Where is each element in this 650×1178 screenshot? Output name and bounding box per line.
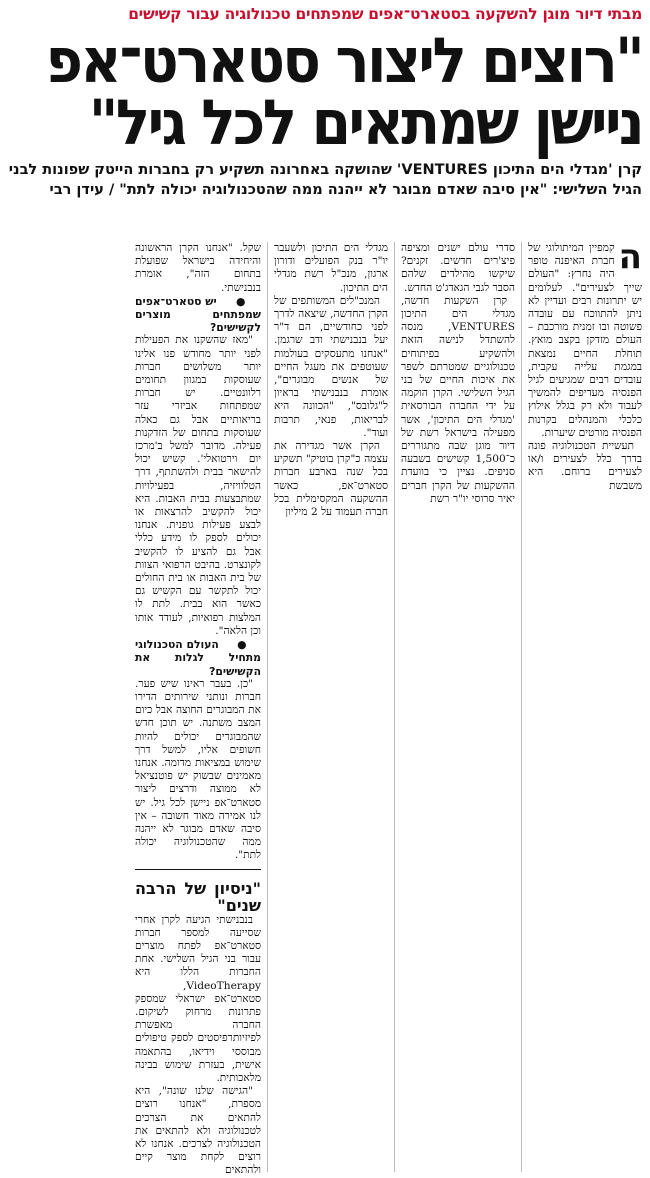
paragraph: "כן. בעבר ראינו שיש פער. חברות ונותני שירותים הדירו את המבוגרים החוצה אבל כיום המצב משתנה. יש תוכן חדש שהמבוגרים יכולים להיות חשופים אליו, למשל דרך שימוש במציאות מדומה. אנחנו מאמינים שבשוק יש פוטנציאל לא ממוצה ודרצים ליצור סטארט־אפ ניישן לכל גיל. יש לנו אמירה מאוד חשובה – אין סיבה שאדם מבוגר לא ייהנה ממה שהטכנולוגיה יכולה לתת".	[135, 677, 261, 862]
paragraph: תעשיית הטכנולוגיה פונה בדרך כלל לצעירים ו/או לצעירים ברוחם. היא משבשת	[528, 440, 642, 492]
subheading: "ניסיון של הרבה שנים"	[135, 878, 261, 915]
article-columns	[8, 237, 642, 1177]
paragraph: "הגישה שלנו שונה", היא מספרת, "אנחנו רוצים להתאים את הצרכים לטכנולוגיה ולא להתאים את הטכנולוגיה לצרכים. אנחנו לא רוצים לקחת מוצר קיים ולהתאים	[135, 1085, 261, 1177]
headline-line-1: "רוצים ליצור סטארט־אפ	[45, 24, 642, 97]
headline-line-2: ניישן שמתאים לכל גיל"	[88, 86, 643, 159]
article-page	[0, 4, 650, 1177]
headline	[45, 24, 643, 159]
column-divider	[394, 242, 395, 1172]
subhead	[8, 160, 642, 200]
question-heading: ● העולם הטכנולוגי מתחיל לגלות את הקשישים?	[135, 638, 261, 678]
column-4	[135, 242, 261, 1178]
paragraph: "מאז שהשקנו את הפעילות לפני יותר מחודש פנו אלינו יותר משלושים חברות שעוסקות במגוון תחומים רלוונטיים. יש חברות שמפתחות אביזרי עזר בריאותיים אבל גם כאלה שעוסקות בתחום של הזדקנות פעילה. מדובר למשל ב'מרכז יום וירטואלי'. קשיש יכול להישאר בבית ולהשתתף, דרך הטלוויזיה, בפעילויות שמתבצעות בבית האבות. היא יכול להקשיב להרצאות או לבצע פעילות גופנית. אנחנו יכולים לספק לו מידע כללי אבל גם להציע לו להקשיב לקונצרט. בהיבט הרפואי הצוות של בית האבות או בית החולים יכול לתקשר עם הקשיש גם כאשר הוא בבית. לתת לו המלצות רפואיות, לעודד אותו וכן הלאה".	[135, 334, 261, 637]
byline: עידן רבי	[49, 182, 104, 198]
column-3	[274, 242, 388, 519]
paragraph: שקל. "אנחנו הקרן הראשונה והיחידה בישראל שפועלת בתחום הזה", אומרת בנבנישתי.	[135, 242, 261, 294]
subhead-text: קרן 'מגדלי הים התיכון VENTURES' שהושקה באחרונה תשקיע רק בחברות הייטק שפונות לבני הגיל השלישי: "אין סיבה שאדם מבוגר לא ייהנה ממה שהטכנולוגיה יכולה לתת" /	[8, 162, 642, 198]
pullquote-rule	[135, 869, 261, 870]
paragraph: המנכ"לים המשותפים של הקרן החדשה, שיצאה לדרך לפני כחודשיים, הם ד"ר יעל בנבנישתי ודב שרגמן. "אנחנו מתעסקים בעולמות שעוטפים את מעגל החיים של אנשים מבוגרים", אומרת בנבנישתי בראיון ל"גלובס", "הכוונה היא לבריאות, פנאי, תרבות ועוד".	[274, 294, 388, 439]
column-2	[401, 242, 515, 506]
column-1	[528, 237, 642, 493]
question-heading: ● יש סטארט־אפים שמפתחים מוצרים לקשישים?	[135, 294, 261, 335]
dropcap: ה	[618, 237, 642, 277]
column-divider	[521, 242, 522, 1172]
paragraph: הקרן אשר מגדירה את עצמה כ"קרן בוטיק" תשקיע בכל שנה בארבע חברות סטארט־אפ, כאשר ההשקעה המקסימלית בכל חברה תעמוד על 2 מיליון	[274, 440, 388, 519]
column-divider	[267, 242, 268, 1172]
paragraph: קרן השקעות חדשה, מגדלי הים התיכון VENTURES, מנסה להשתדל לנישה הזאת ולהשקיע בפיתוחים טכנולוגיים שמטרתם לשפר את איכות החיים של בני הגיל השלישי. הקרן הוקמה על ידי החברה הבורסאית 'מגדלי הים התיכון', אשר מפעילה בישראל רשת של דיור מוגן שבה מתגוררים כ־1,500 קשישים בשבעה סניפים. נציין כי בוועדת ההשקעות של הקרן חברים יאיר סרוסי יו"ר רשת	[401, 294, 515, 505]
paragraph: סדרי עולם ישנים ומציפה פיצ'רים חדשים. זקנים? שיקשו מהילדים שלהם הסבר לגבי הגאדג'ט החדש.	[401, 242, 515, 294]
kicker: מבתי דיור מוגן להשקעה בסטארט־אפים שמפתחים טכנולוגיה עבור קשישים	[128, 5, 642, 23]
paragraph: מגדלי הים התיכון ולשעבר יו"ר בנק הפועלים ודורון ארגון, מנכ"ל רשת מגדלי הים התיכון.	[274, 242, 388, 294]
paragraph: בנבנישתי הגיעה לקרן אחרי שסייעה למספר חברות סטארט־אפ לפתח מוצרים עבור בני הגיל השלישי. אחת החברות הללו היא VideoTherapy, סטארט־אפ ישראלי שמספק פתרונות מרחוק לשיקום. החברה מאפשרת לפיזיותרפיסטים לספק טיפולים מבוססי וידיאו, בהתאמה אישית, בעזרת שימוש בבינה מלאכותית.	[135, 913, 261, 1084]
paragraph: ה קמפיין המיתולוגי של חברת האיפנה טופר היה נחרץ: "העולם שייך לצעירים". לעלומים יש יתרונות רבים ועדיין לא ניתן להתווכח עם עובדה פשוטה ובו זמנית מורכבת – העולם מזדקן בקצב מואץ. תוחלת החיים נמצאת במגמת עלייה עקבית, עובדים רבים שמגיעים לגיל הפנסיה מעדיפים להמשיך לעבוד ולא רק בגלל אילוץ כלכלי והמנהלים בקרנות הפנסיה מורטים שיערות.	[528, 237, 642, 439]
